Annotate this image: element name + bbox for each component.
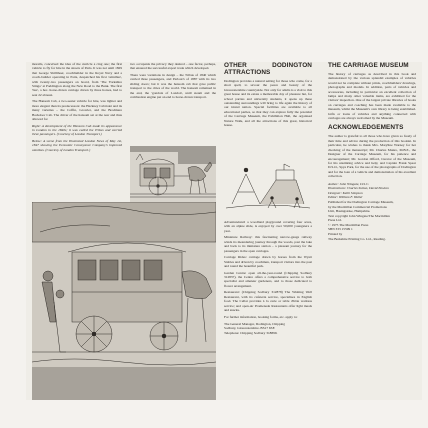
booklet-spread bbox=[26, 62, 422, 400]
credit-line: Text copyright John Wingate/The Macmillan bbox=[328, 213, 390, 218]
body-paragraph: morails, conceived the idea of the curricle a cing one; the first vehicle to fly for hire in the streets of Paris. It was not until 1829 that George Shillibeer, coachbuilder in the Royal Navy and a coach-builder operating in Paris, despatched his first 'omnibus', with twenty-two passengers on board, from 'The Yorkshire Stingo' at Paddington along the New Road to the Bank. The first 'bus', a hor- horse-drawn carriage drawn by three horses, had to seat 22 abreast. bbox=[32, 62, 122, 97]
body-paragraph: Restaurant: (Chipping Sodbury 312878) The Wishing Well Restaurant, with its cafeteria service, specialises in English food. The Cellar provides à la carte or table d'hôte waitress service; and open-air Promenade Restaurants offer light meals and snacks. bbox=[224, 290, 312, 313]
section-heading: OTHER DODINGTON ATTRACTIONS bbox=[224, 62, 312, 76]
address-line: The General Manager, Dodington, Chipping bbox=[224, 322, 285, 327]
credit-line: Unit, Basingstoke, Hampshire. bbox=[328, 209, 371, 214]
credit-line: Designer: Keith Simpson bbox=[328, 190, 363, 195]
body-paragraph: The author is grateful to all those who have given so freely of their time and advice during the production of this booklet. In particular, he wishes to thank Mrs. Maryline Warney for her checking of the manuscript; Mr. Charles Munro, M.B.E., the Designer of the Carriage Museum, for his patience and encouragement; Mr. Gordon Offord, Curator of the Museum, for his unstinting advice and help; and Captain Frank Spear D.S.O., Spye Park, for the use of the photographs of Dodington and for the loan of a vehicle and demonstration of his excellent collection. bbox=[328, 134, 416, 179]
credit-line: SBN 333 15599 1 bbox=[328, 227, 353, 232]
figure-caption-below: Below: A scene from the Illustrated London News of May 1st, 1847 showing the Economic Conveyance Company's improved omnibus. (Courtesy of London Transport.) bbox=[32, 139, 122, 152]
body-paragraph: The history of carriages as described in this book and demonstrated by the various splendid examples of vehicles would not be complete without prints, coachbuilders' drawings, photographs and models. In addition, parts of vehicles and accessories, including in particular an excellent collection of lamps and many other valuable items, are exhibited for the visitors' inspection. One of the largest private libraries of books on carriages and coaching has been made available to the museum, whilst the Museum's own library is being established. Gifts or loans of vehicles and anything connected with carriages are always welcomed by the Museum. bbox=[328, 72, 416, 121]
section-heading: THE CARRIAGE MUSEUM bbox=[328, 62, 409, 69]
body-paragraph: Adventureland: a woodland playground covering four acres, with an alpine slide, is enjoyed by over 50,000 youngsters a year. bbox=[224, 220, 312, 233]
credit-line: Illustrations: Charles Sutton, David Newton bbox=[328, 186, 389, 191]
body-paragraph: There were variations in design – the Tribus of 1840 which carried three passengers, and Parlour's of 1887 with its two sliding doors; but it was the hansom cab that gave public transport to the cities of the world. The hansom remained in the end, the 'gondola of London', until steam and the combustion engine put an end to horse-drawn transport. bbox=[130, 73, 216, 100]
column-1 bbox=[32, 62, 122, 154]
tribus-cab-illustration bbox=[130, 146, 216, 202]
column-3-continued bbox=[224, 220, 312, 335]
column-4 bbox=[328, 62, 416, 241]
credit-line: Printed by bbox=[328, 232, 343, 237]
body-paragraph: For further information, booking forms, etc. apply to: bbox=[224, 314, 298, 319]
figure-caption-right: Right: A development of the Hansom Cab made its appearance in London in the 1840s; it was called the Tribus and carried three passengers. (Courtesy of London Transport.) bbox=[32, 123, 122, 137]
body-paragraph: Dodington provides a natural setting for those who come, for a short spell, to savour the peace and beauty of the Gloucestershire countryside. Not only for adults is a visit to this great house and its estate a memorable day of pleasure but, for school parties and university students, it opens up these outstanding surroundings will bring to life again the history of our island nation. Special facilities are available to all educational parties, so that they can explore fully the potential of the Carriage Museum, the Exhibition Hall, the organised Nature Walk, and all the attractions of this great, historical house. bbox=[224, 79, 312, 128]
address-line: Telephone: Chipping Sodbury 318899. bbox=[224, 330, 278, 335]
body-paragraph: Garden Centre: open all-the-year-round (Chipping Sodbury 312837), the Centre offers a comprehensive service to both specialist and amateur gardeners, and to those dedicated to flower arrangement. bbox=[224, 270, 312, 288]
body-paragraph: two occupants the privacy they desired – one factor, perhaps, that ensured the successful export trade which developed. bbox=[130, 62, 216, 71]
column-3 bbox=[224, 62, 312, 130]
body-paragraph: The Hansom Cab, a two-seater vehicle for hire, was lighter and more elegant than its predecessors: the Hackney Cabriolet and its many varieties – the Coffin, Growler, and the Brodmere Backdoor Cab. The driver of the hansom sat at the rear and thus allowed for bbox=[32, 99, 122, 122]
credit-line: © 1975 The Macmillan Press bbox=[328, 222, 369, 227]
credit-line: Press Ltd. bbox=[328, 218, 342, 223]
column-2 bbox=[130, 62, 216, 102]
credit-line: Published for the Dodington Carriage Museum, bbox=[328, 199, 394, 204]
body-paragraph: Carriage Rides: carriage drawn by horses from the Wyatt Stables and driven by coachmen, transport visitors into the past and round the beautiful park. bbox=[224, 255, 312, 269]
credit-line: Author: John Wingate, D.S.C. bbox=[328, 181, 370, 186]
credit-line: by the Macmillan Commercial Promotions bbox=[328, 204, 387, 209]
section-heading: ACKNOWLEDGEMENTS bbox=[328, 124, 404, 132]
body-paragraph: Miniature Railway: this fascinating narrow-gauge railway winds its meandering journey through the woods, past the lake and back to its miniature station – a pleasant journey for the passengers in the open carriages. bbox=[224, 235, 312, 253]
address-line: Sodbury, Gloucestershire. BS17 6SF. bbox=[224, 326, 276, 331]
credit-line: The Berkshire Printing Co. Ltd., Reading. bbox=[328, 236, 386, 241]
omnibus-illustration bbox=[32, 202, 216, 400]
playground-illustration bbox=[224, 158, 312, 216]
publication-credits bbox=[328, 182, 416, 242]
credit-line: Editor: William F. Waller bbox=[328, 195, 363, 200]
contact-address bbox=[224, 322, 312, 335]
